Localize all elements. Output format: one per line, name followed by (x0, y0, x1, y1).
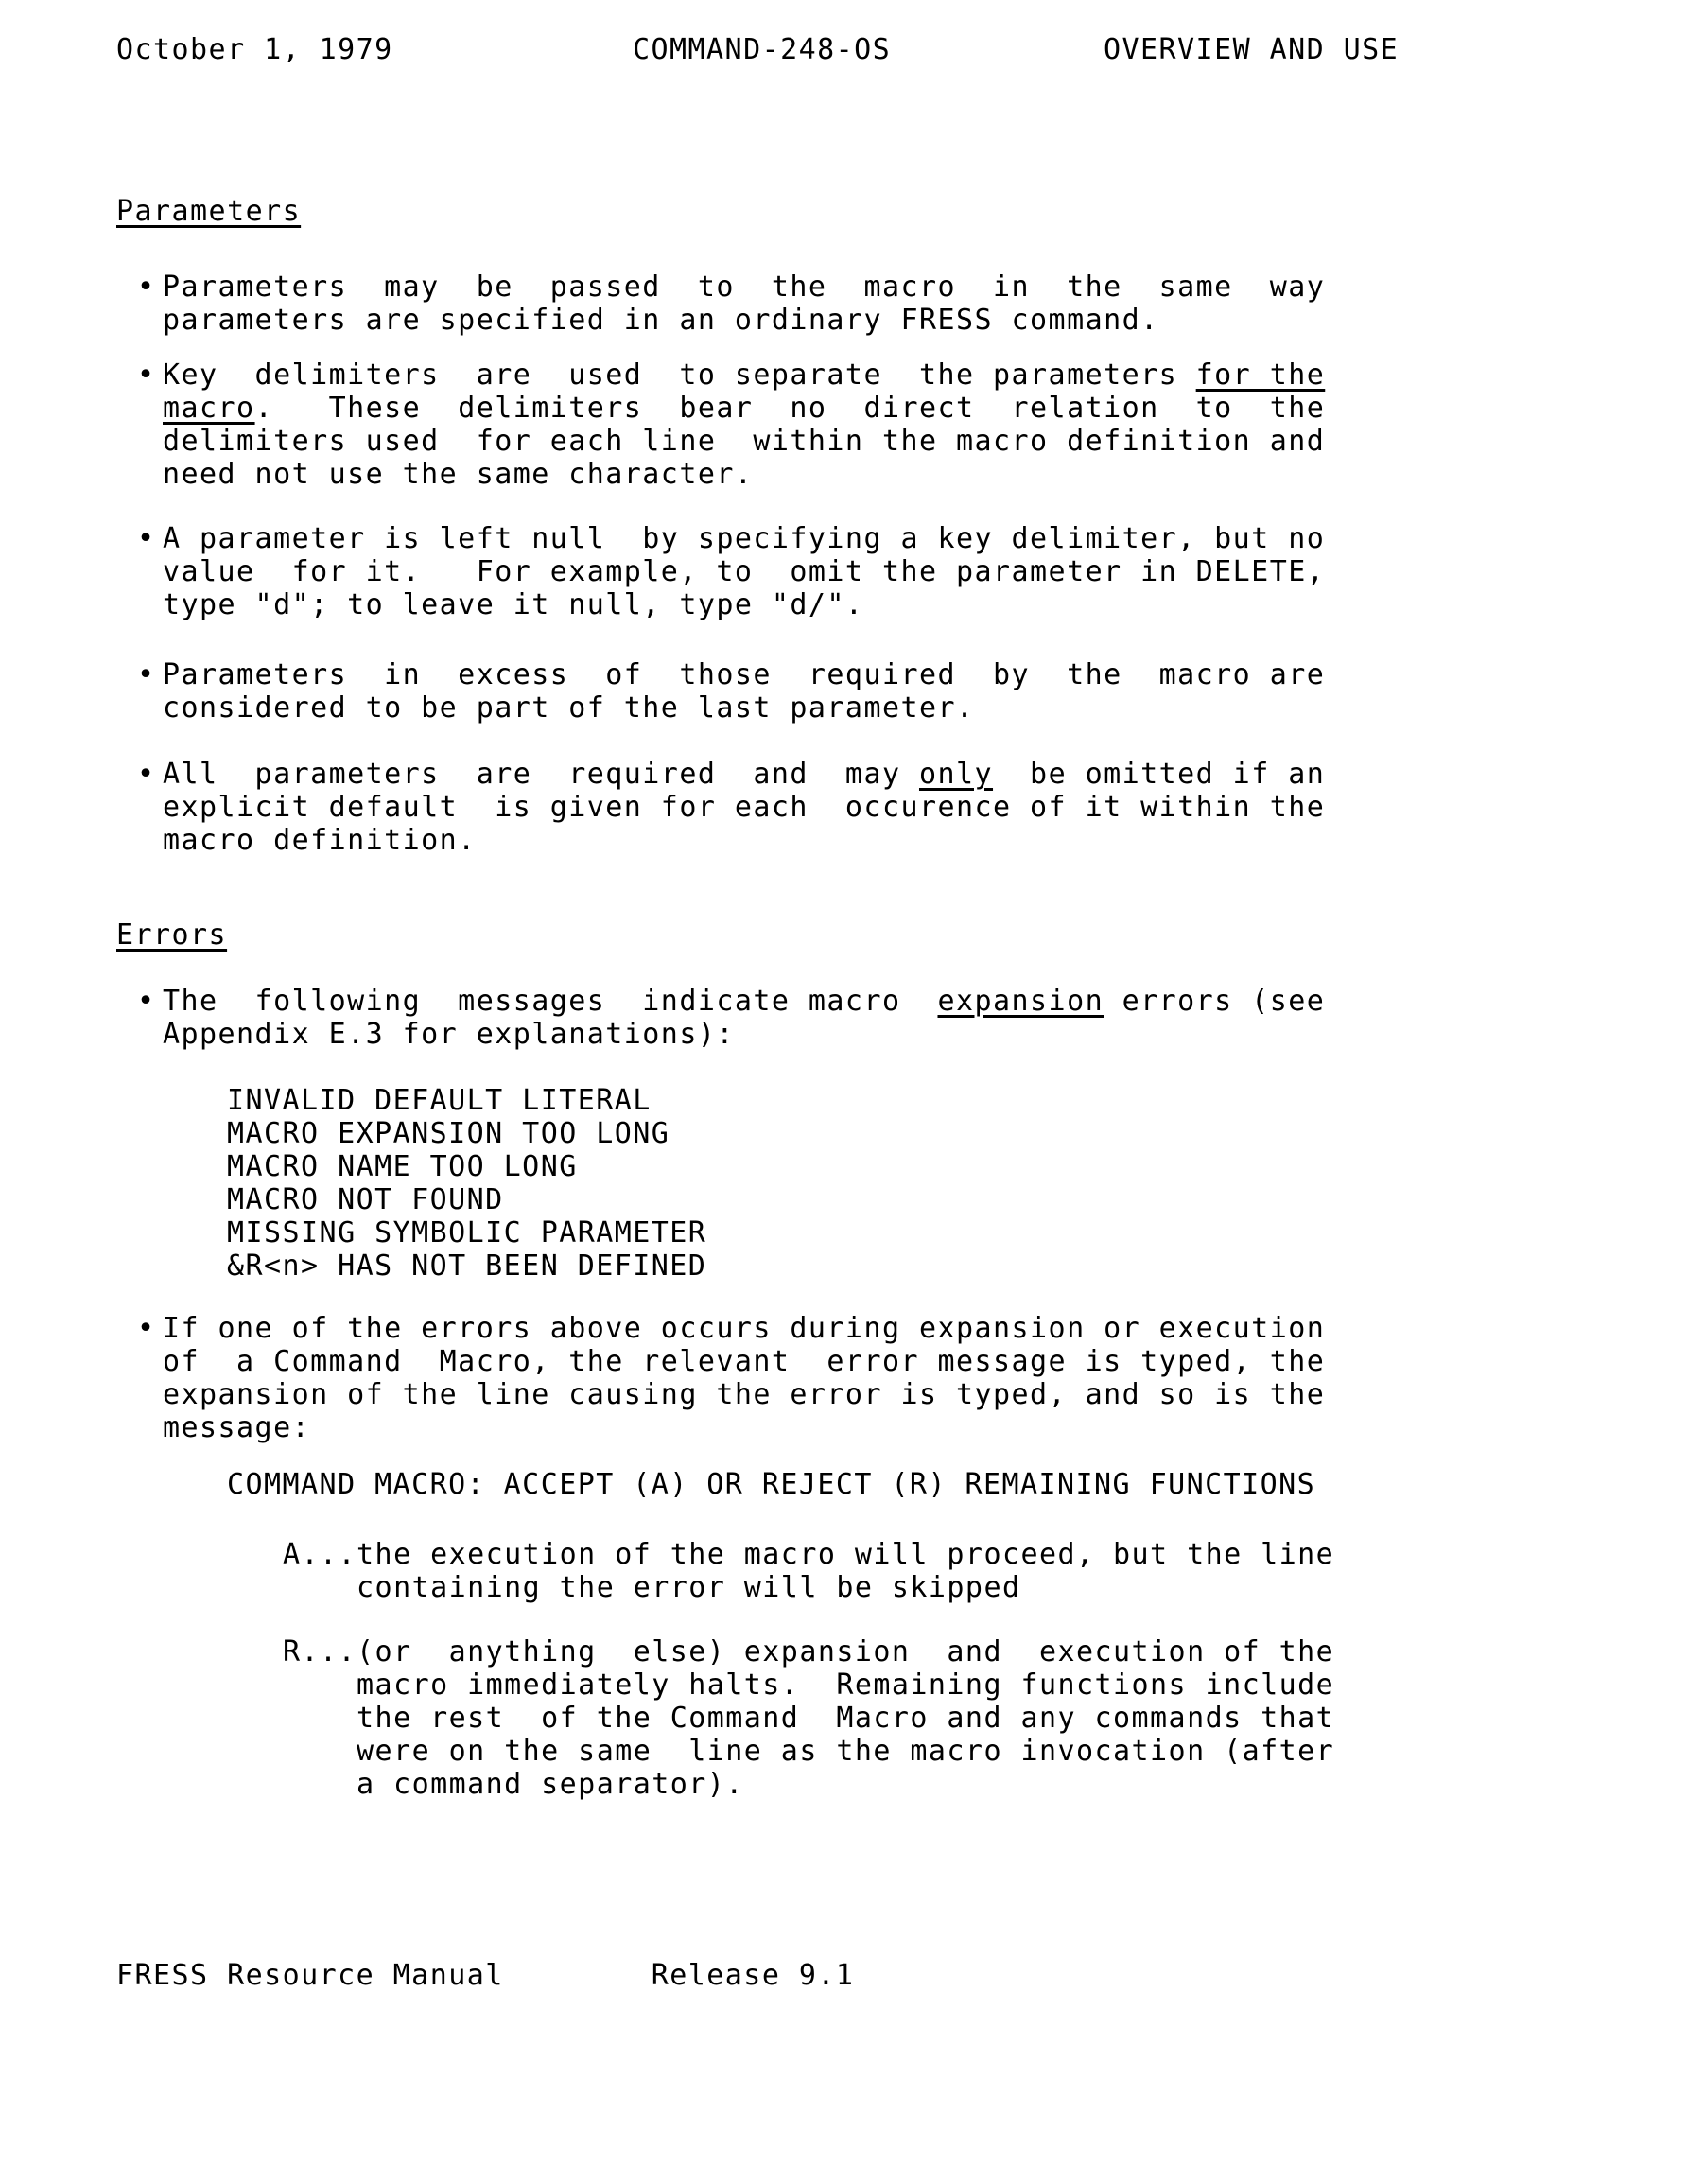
error-message-line: MISSING SYMBOLIC PARAMETER (227, 1216, 707, 1249)
response-line: A...the execution of the macro will proceed, but the line (283, 1538, 1335, 1571)
response-reject-block (283, 1635, 1687, 1801)
bullet-item-parameters-passed (116, 271, 1687, 337)
error-message-line: INVALID DEFAULT LITERAL (227, 1084, 652, 1117)
bullet-text (163, 1312, 1325, 1444)
error-message-line: MACRO EXPANSION TOO LONG (227, 1117, 670, 1150)
header-date: October 1, 1979 (116, 33, 393, 66)
response-line: containing the error will be skipped (283, 1571, 1021, 1604)
response-line: the rest of the Command Macro and any commands that (283, 1702, 1335, 1735)
bullet-line (163, 392, 1325, 425)
underlined-text: macro (163, 392, 255, 425)
bullet-line: Appendix E.3 for explanations): (163, 1018, 735, 1051)
bullet-line: type "d"; to leave it null, type "d/". (163, 588, 864, 621)
bullet-text (163, 358, 1325, 491)
bullet-line (163, 985, 1325, 1018)
bullet-item-error-handling (116, 1312, 1687, 1444)
bullet-icon: • (137, 358, 156, 392)
bullet-line: If one of the errors above occurs during expansion or execution (163, 1312, 1326, 1345)
bullet-line: expansion of the line causing the error is typed, and so is the (163, 1378, 1326, 1411)
bullet-line: Parameters may be passed to the macro in the same way (163, 271, 1326, 304)
bullet-icon: • (137, 758, 156, 791)
bullet-line: Parameters in excess of those required by the macro are (163, 658, 1326, 691)
response-accept-block (283, 1538, 1687, 1604)
bullet-item-key-delimiters (116, 358, 1687, 491)
command-macro-prompt (227, 1468, 1687, 1501)
bullet-text (163, 658, 1325, 725)
bullet-line: A parameter is left null by specifying a key delimiter, but no (163, 522, 1326, 555)
bullet-icon: • (137, 658, 156, 691)
bullet-line: message: (163, 1411, 311, 1444)
bullet-line: parameters are specified in an ordinary FRESS command. (163, 304, 1159, 337)
section-heading-parameters (116, 195, 1687, 228)
line-text: Key delimiters are used to separate the parameters (163, 358, 1196, 392)
bullet-line: of a Command Macro, the relevant error message is typed, the (163, 1345, 1326, 1378)
line-text: be omitted if an (993, 758, 1326, 791)
response-line: macro immediately halts. Remaining functions include (283, 1669, 1335, 1702)
bullet-text (163, 985, 1325, 1051)
underlined-text: expansion (937, 985, 1104, 1018)
bullet-line: delimiters used for each line within the macro definition and (163, 425, 1326, 458)
bullet-text (163, 271, 1325, 337)
bullet-item-excess-parameters (116, 658, 1687, 725)
bullet-line: explicit default is given for each occurence of it within the (163, 791, 1326, 824)
error-message-list (227, 1084, 1687, 1283)
section-heading-errors (116, 918, 1687, 952)
header-section-title: OVERVIEW AND USE (1104, 33, 1400, 66)
error-message-line: MACRO NAME TOO LONG (227, 1150, 578, 1183)
underlined-text: only (918, 758, 994, 791)
line-text: All parameters are required and may (163, 758, 919, 791)
page-header (0, 33, 1687, 66)
line-text: . These delimiters bear no direct relation to the (254, 392, 1326, 425)
bullet-line: need not use the same character. (163, 458, 754, 491)
response-line: R...(or anything else) expansion and execution of the (283, 1635, 1335, 1669)
bullet-line (163, 358, 1325, 392)
section-heading-text: Errors (116, 918, 228, 952)
footer-manual-title: FRESS Resource Manual (116, 1959, 504, 1992)
bullet-icon: • (137, 985, 156, 1018)
error-message-line: MACRO NOT FOUND (227, 1183, 504, 1216)
underlined-text: for the (1195, 358, 1326, 392)
line-text: The following messages indicate macro (163, 985, 938, 1018)
bullet-line: value for it. For example, to omit the parameter in DELETE, (163, 555, 1326, 588)
bullet-line (163, 758, 1325, 791)
bullet-icon: • (137, 271, 156, 304)
bullet-icon: • (137, 522, 156, 555)
bullet-text (163, 522, 1325, 621)
footer-release: Release 9.1 (651, 1959, 855, 1992)
prompt-line: COMMAND MACRO: ACCEPT (A) OR REJECT (R) REMAINING FUNCTIONS (227, 1468, 1316, 1501)
page-footer (116, 1959, 1687, 1992)
bullet-item-error-messages (116, 985, 1687, 1051)
error-message-line: &R<n> HAS NOT BEEN DEFINED (227, 1249, 707, 1283)
response-line: a command separator). (283, 1768, 744, 1801)
bullet-line: macro definition. (163, 824, 477, 857)
response-line: were on the same line as the macro invocation (after (283, 1735, 1335, 1768)
section-heading-text: Parameters (116, 195, 302, 228)
bullet-item-all-required (116, 758, 1687, 857)
bullet-item-null-parameter (116, 522, 1687, 621)
header-doc-id: COMMAND-248-OS (633, 33, 892, 66)
bullet-text (163, 758, 1325, 857)
line-text: errors (see (1104, 985, 1326, 1018)
bullet-icon: • (137, 1312, 156, 1345)
bullet-line: considered to be part of the last parameter. (163, 691, 975, 725)
